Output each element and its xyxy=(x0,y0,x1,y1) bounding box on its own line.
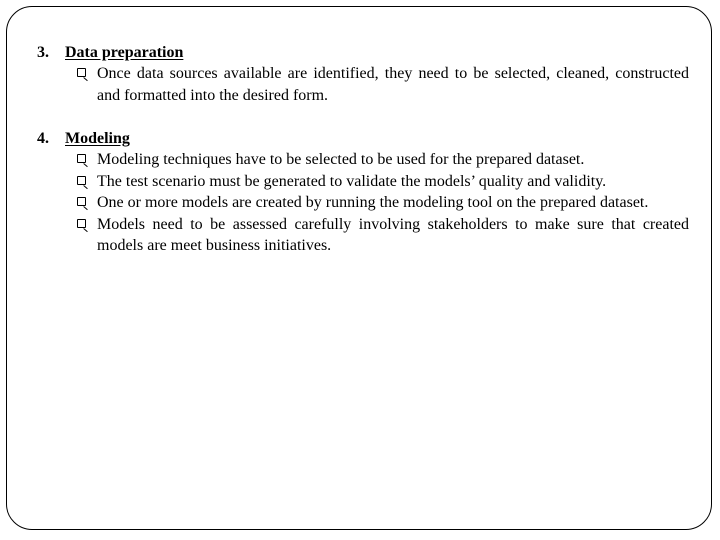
list-item xyxy=(37,171,689,193)
bullet-list xyxy=(37,149,689,257)
list-item xyxy=(37,63,689,106)
section-heading xyxy=(37,128,689,149)
q-box-bullet-icon xyxy=(77,219,86,228)
q-box-bullet-icon xyxy=(77,197,86,206)
bullet-text: Models need to be assessed carefully involving stakeholders to make sure that created models are meet business initiatives. xyxy=(97,215,689,254)
q-box-bullet-icon xyxy=(77,154,86,163)
bullet-text: The test scenario must be generated to validate the models’ quality and validity. xyxy=(97,172,607,190)
section-number: 4. xyxy=(37,130,49,147)
bullet-list xyxy=(37,63,689,106)
bullet-text: Modeling techniques have to be selected to be used for the prepared dataset. xyxy=(97,151,585,168)
bullet-text: One or more models are created by running the modeling tool on the prepared dataset. xyxy=(97,194,649,211)
bullet-text: Once data sources available are identified, they need to be selected, cleaned, constructed and formatted into the desired form. xyxy=(97,65,689,104)
section-modeling xyxy=(37,128,689,257)
q-box-bullet-icon xyxy=(77,68,86,77)
section-heading xyxy=(37,42,689,63)
section-number: 3. xyxy=(37,44,49,61)
section-title: Modeling xyxy=(65,130,130,147)
section-title: Data preparation xyxy=(65,44,184,61)
list-item xyxy=(37,149,689,171)
list-item xyxy=(37,214,689,257)
list-item xyxy=(37,192,689,214)
section-data-preparation xyxy=(37,42,689,106)
q-box-bullet-icon xyxy=(77,176,86,185)
